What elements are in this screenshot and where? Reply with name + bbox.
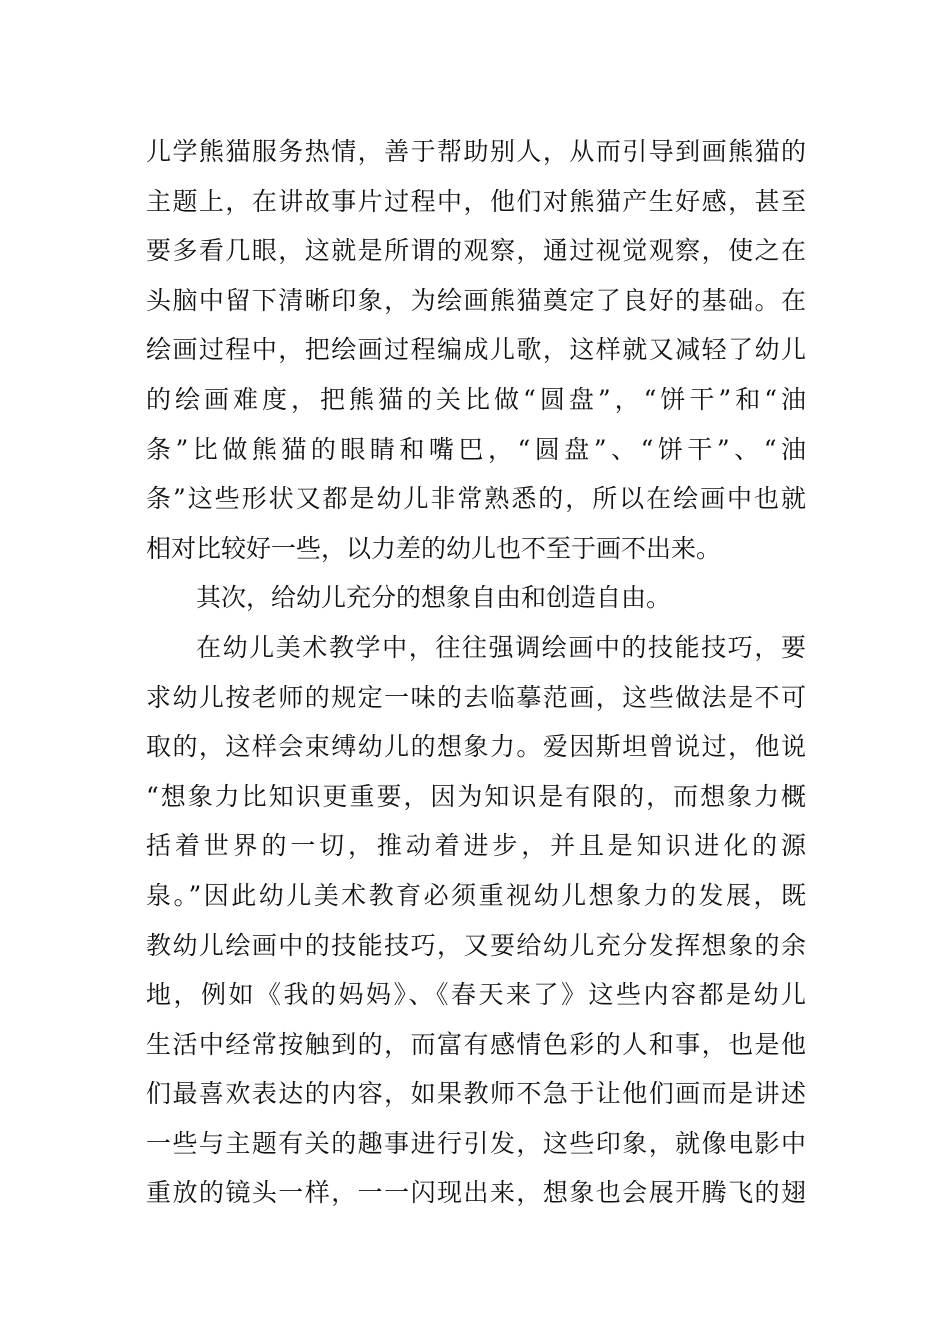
text-line: 一些与主题有关的趣事进行引发，这些印象，就像电影中	[146, 1128, 806, 1158]
text-line: “想象力比知识更重要，因为知识是有限的，而想象力概	[146, 781, 806, 811]
text-line: 取的，这样会束缚幼儿的想象力。爱因斯坦曾说过，他说	[146, 732, 806, 762]
text-line: 在幼儿美术教学中，往往强调绘画中的技能技巧，要	[196, 632, 806, 662]
text-line: 重放的镜头一样，一一闪现出来，想象也会展开腾飞的翅	[146, 1178, 806, 1208]
text-line: 儿学熊猫服务热情，善于帮助别人，从而引导到画熊猫的	[146, 137, 806, 166]
text-line: 泉。”因此幼儿美术教育必须重视幼儿想象力的发展，既	[146, 880, 806, 910]
text-line: 主题上，在讲故事片过程中，他们对熊猫产生好感，甚至	[146, 186, 806, 216]
text-line: 要多看几眼，这就是所谓的观察，通过视觉观察，使之在	[146, 236, 806, 266]
text-line: 条”这些形状又都是幼儿非常熟悉的，所以在绘画中也就	[146, 484, 806, 514]
text-line: 头脑中留下清晰印象，为绘画熊猫奠定了良好的基础。在	[146, 285, 806, 315]
text-line: 相对比较好一些，以力差的幼儿也不至于画不出来。	[146, 533, 722, 563]
body-text	[146, 127, 806, 1218]
text-line: 的绘画难度，把熊猫的关比做“圆盘”，“饼干”和“油	[146, 384, 806, 414]
text-line: 条”比做熊猫的眼睛和嘴巴，“圆盘”、“饼干”、“油	[146, 434, 806, 464]
text-line: 们最喜欢表达的内容，如果教师不急于让他们画而是讲述	[146, 1079, 806, 1109]
text-line: 地，例如《我的妈妈》、《春天来了》这些内容都是幼儿	[146, 980, 806, 1010]
text-line: 教幼儿绘画中的技能技巧，又要给幼儿充分发挥想象的余	[146, 930, 806, 960]
text-line: 绘画过程中，把绘画过程编成儿歌，这样就又减轻了幼儿	[146, 335, 806, 365]
text-line: 生活中经常按触到的，而富有感情色彩的人和事，也是他	[146, 1029, 806, 1059]
paragraph-heading: 其次，给幼儿充分的想象自由和创造自由。	[196, 583, 672, 613]
text-line: 括着世界的一切，推动着进步，并且是知识进化的源	[146, 831, 806, 861]
text-line: 求幼儿按老师的规定一味的去临摹范画，这些做法是不可	[146, 682, 806, 712]
